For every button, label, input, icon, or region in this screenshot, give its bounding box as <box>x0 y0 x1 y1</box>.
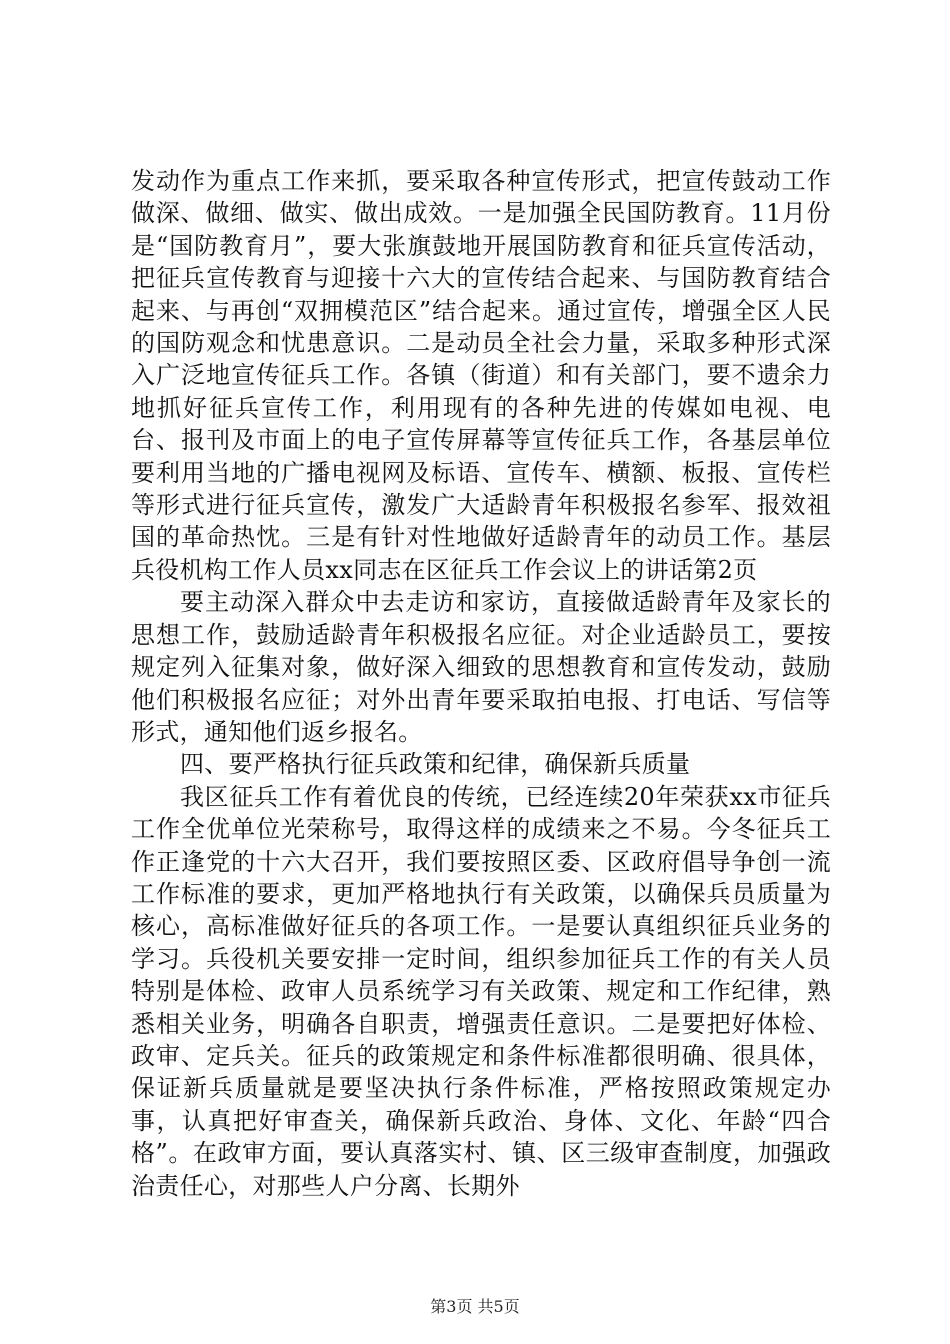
section-heading: 四、要严格执行征兵政策和纪律，确保新兵质量 <box>180 750 691 779</box>
paragraph-2: 要主动深入群众中去走访和家访，直接做适龄青年及家长的思想工作，鼓励适龄青年积极报名应征。对企业适龄员工，要按规定列入征集对象，做好深入细致的思想教育和宣传发动，鼓励他们积极报名应征；对外出青年要采取拍电报、打电话、写信等形式，通知他们返乡报名。 <box>131 588 831 746</box>
document-body <box>131 165 831 1202</box>
paragraph-1: 发动作为重点工作来抓，要采取各种宣传形式，把宣传鼓动工作做深、做细、做实、做出成效。一是加强全民国防教育。11月份是“国防教育月”，要大张旗鼓地开展国防教育和征兵宣传活动，把征兵宣传教育与迎接十六大的宣传结合起来、与国防教育结合起来、与再创“双拥模范区”结合起来。通过宣传，增强全区人民的国防观念和忧患意识。二是动员全社会力量，采取多种形式深入广泛地宣传征兵工作。各镇（街道）和有关部门，要不遗余力地抓好征兵宣传工作，利用现有的各种先进的传媒如电视、电台、报刊及市面上的电子宣传屏幕等宣传征兵工作，各基层单位要利用当地的广播电视网及标语、宣传车、横额、板报、宣传栏等形式进行征兵宣传，激发广大适龄青年积极报名参军、报效祖国的革命热忱。三是有针对性地做好适龄青年的动员工作。基层兵役机构工作人员xx同志在区征兵工作会议上的讲话第2页 <box>131 167 831 584</box>
paragraph-3: 我区征兵工作有着优良的传统，已经连续20年荣获xx市征兵工作全优单位光荣称号，取得这样的成绩来之不易。今冬征兵工作正逢党的十六大召开，我们要按照区委、区政府倡导争创一流工作标准的要求，更加严格地执行有关政策，以确保兵员质量为核心，高标准做好征兵的各项工作。一是要认真组织征兵业务的学习。兵役机关要安排一定时间，组织参加征兵工作的有关人员特别是体检、政审人员系统学习有关政策、规定和工作纪律，熟悉相关业务，明确各自职责，增强责任意识。二是要把好体检、政审、定兵关。征兵的政策规定和条件标准都很明确、很具体，保证新兵质量就是要坚决执行条件标准，严格按照政策规定办事，认真把好审查关，确保新兵政治、身体、文化、年龄“四合格”。在政审方面，要认真落实村、镇、区三级审查制度，加强政治责任心，对那些人户分离、长期外 <box>131 782 831 1200</box>
page-footer: 第3页 共5页 <box>430 1297 520 1316</box>
